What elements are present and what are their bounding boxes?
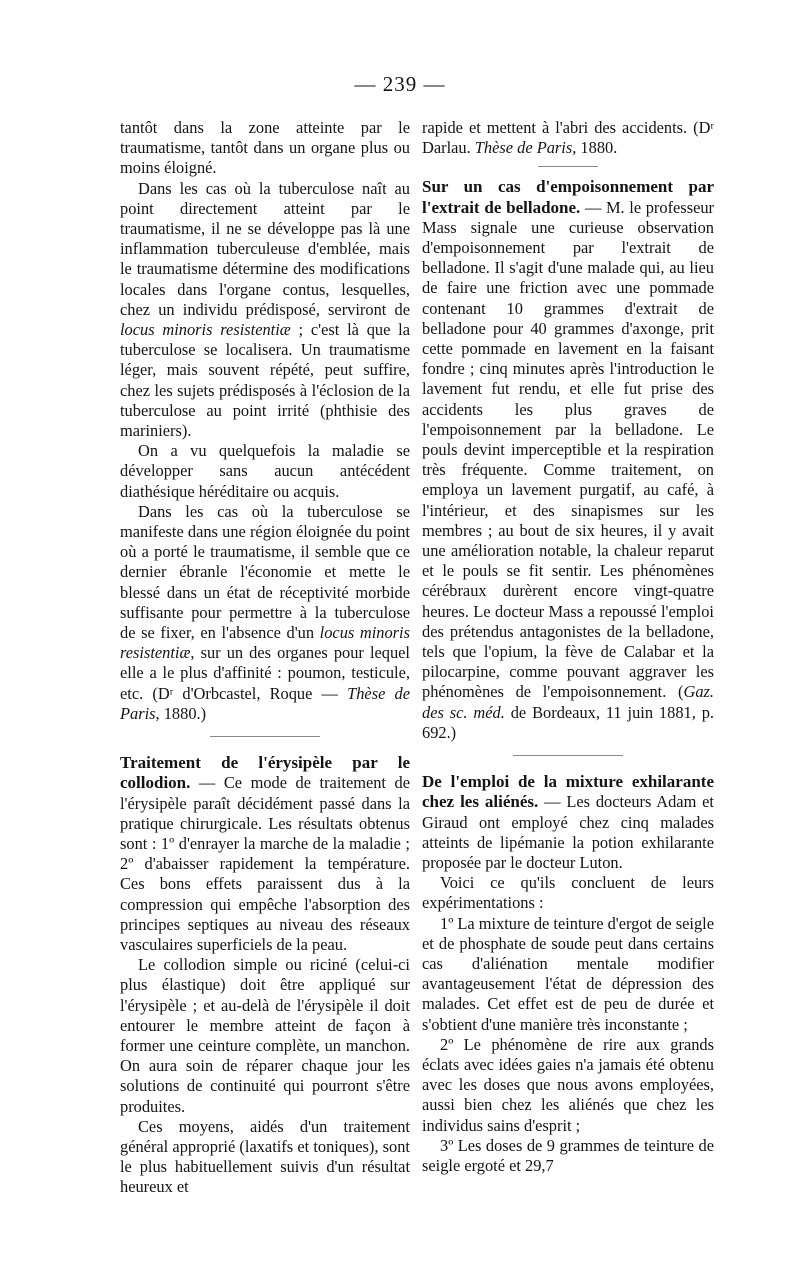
paragraph <box>120 179 410 442</box>
citation-title: Gaz. des sc. méd. <box>422 682 714 722</box>
paragraph: On a vu quelquefois la maladie se développer sans aucun antécédent diathésique héréditaire ou acquis. <box>120 441 410 501</box>
citation-title: Thèse de Paris <box>120 683 411 723</box>
paragraph <box>120 502 410 724</box>
text-run: — M. le professeur Mass signale une curieuse observation d'empoisonnement par l'extrait de belladone. Il s'agit d'une malade qui, au lieu de faire une friction avec une pommade contenant 10 grammes d'extrait de belladone pour 40 grammes d'axonge, prit cette pommade en lavement en la faisant fondre ; cinq minutes après l'introduction le lavement fut rendu, et elle fut prise des accidents les plus graves de l'empoisonnement par la belladone. Le pouls devint imperceptible et la respiration très fréquente. Comme traitement, on employa un lavement purgatif, au café, à l'intérieur, et des sinapismes sur les membres ; au bout de six heures, il y avait une amélioration notable, la chaleur reparut et le pouls se fit sentir. Les phénomènes cérébraux durèrent encore vingt-quatre heures. Le docteur Mass a repoussé l'emploi des prétendus antagonistes de la belladone, tels que l'opium, la fève de Calabar et la pilocarpine, comme pouvant aggraver les phénomènes de l'empoisonnement. ( <box>422 197 714 702</box>
text-run: ; c'est là que la tuberculose se localisera. Un traumatisme léger, mais souvent répété, peut suffire, chez les sujets prédisposés à l'éclosion de la tuberculose au point irrité (phthisie des mariniers). <box>120 320 410 441</box>
text-run: — Les docteurs Adam et Giraud ont employé chez cinq malades atteints de lipémanie la potion exhilarante proposée par le docteur Luton. <box>422 792 714 872</box>
left-column <box>120 118 410 1198</box>
article-title: De l'emploi de la mixture exhilarante chez les aliénés. <box>422 772 714 812</box>
text-run: rapide et mettent à l'abri des accidents. (Dʳ Darlau. <box>422 118 714 158</box>
separator-rule <box>513 755 623 756</box>
paragraph: 2º Le phénomène de rire aux grands éclats avec idées gaies n'a jamais été obtenu avec les doses que nous avons employées, aussi bien chez les aliénés que chez les individus sains d'esprit ; <box>422 1034 714 1135</box>
paragraph: Voici ce qu'ils concluent de leurs expérimentations : <box>422 873 714 913</box>
paragraph: Ces moyens, aidés d'un traitement général approprié (laxatifs et toniques), sont le plus habituellement suivis d'un résultat heureux et <box>120 1116 410 1197</box>
article-paragraph <box>422 177 714 743</box>
article-title: Sur un cas d'empoisonnement par l'extrait de belladone. <box>422 177 714 217</box>
separator-rule <box>538 166 598 167</box>
text-run: , 1880.) <box>155 703 207 723</box>
article-paragraph <box>120 753 410 955</box>
text-run: , 1880. <box>572 138 618 158</box>
paragraph: Le collodion simple ou riciné (celui-ci plus élastique) doit être appliqué sur l'érysipèle ; et au-delà de l'érysipèle il doit entourer le membre atteint de façon à former une ceinture complète, un manchon. On aura soin de réparer chaque jour les solutions de continuité qui pourront s'être produites. <box>120 955 410 1116</box>
paragraph: tantôt dans la zone atteinte par le traumatisme, tantôt dans un organe plus ou moins éloigné. <box>120 118 410 178</box>
article-title: Traitement de l'érysipèle par le collodion. <box>120 753 410 793</box>
text-run: de Bordeaux, 11 juin 1881, p. 692.) <box>422 702 715 742</box>
text-run: , sur un des organes pour lequel elle a le plus d'affinité : poumon, testicule, etc. (Dʳ d'Orbcastel, Roque — <box>120 643 410 703</box>
paragraph <box>422 118 714 158</box>
text-run: — Ce mode de traitement de l'érysipèle paraît décidément passé dans la pratique chirurgicale. Les résultats obtenus sont : 1º d'enrayer la marche de la maladie ; 2º d'abaisser rapidement la température. Ces bons effets paraissent dus à la compression qui empêche l'absorption des principes septiques au niveau des réseaux vasculaires superficiels de la peau. <box>120 773 410 954</box>
italic-term: locus minoris resistentiæ <box>120 623 410 663</box>
page-number: — 239 — <box>354 72 446 96</box>
text-run: Dans les cas où la tuberculose se manifeste dans une région éloignée du point où a porté le traumatisme, il semble que ce dernier ébranle l'économie et mette le blessé dans un état de réceptivité morbide suffisante pour permettre à la tuberculose de se fixer, en l'absence d'un <box>120 501 410 643</box>
text-run: Dans les cas où la tuberculose naît au point directement atteint par le traumatisme, il ne se développe pas là une inflammation tuberculeuse d'emblée, mais le traumatisme détermine des modifications locales dans l'organe contus, lesquelles, chez un individu prédisposé, serviront de <box>120 178 410 319</box>
citation-title: Thèse de Paris <box>474 138 573 158</box>
separator-rule <box>210 736 320 737</box>
italic-term: locus minoris resistentiæ <box>120 320 291 340</box>
paragraph: 1º La mixture de teinture d'ergot de seigle et de phosphate de soude peut dans certains cas d'aliénation mentale modifier avantageusement l'état de dépression des malades. Cet effet est de peu de durée et s'obtient d'une manière très inconstante ; <box>422 913 714 1034</box>
right-column <box>422 118 714 1176</box>
article-paragraph <box>422 772 714 873</box>
paragraph: 3º Les doses de 9 grammes de teinture de seigle ergoté et 29,7 <box>422 1135 714 1175</box>
